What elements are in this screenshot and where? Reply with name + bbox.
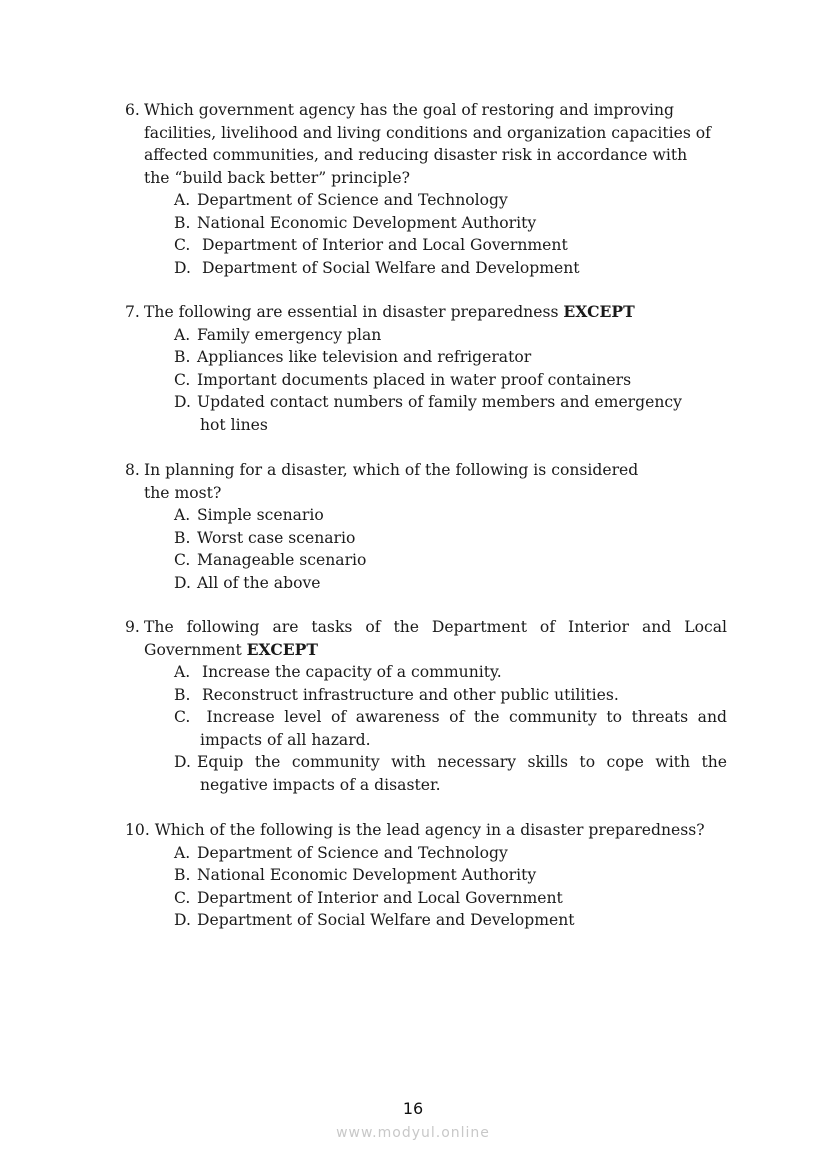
option-d: D. Department of Social Welfare and Development xyxy=(174,258,580,277)
option-b: B. National Economic Development Authority xyxy=(174,213,537,232)
question-number: 6. xyxy=(125,101,140,119)
except-emphasis: EXCEPT xyxy=(563,302,635,321)
option-a: A. Department of Science and Technology xyxy=(174,843,508,862)
question-stem: 7. The following are essential in disaster preparedness EXCEPT xyxy=(125,301,725,324)
option-a: A. Simple scenario xyxy=(174,506,324,524)
question-number: 7. xyxy=(125,303,140,321)
option-a: A. Increase the capacity of a community. xyxy=(174,663,502,681)
option-c: C. Department of Interior and Local Government xyxy=(174,888,563,907)
question-stem: 9. The following are tasks of the Department of Interior and Local xyxy=(125,616,727,639)
question-stem: 6. Which government agency has the goal of restoring and improving xyxy=(125,99,725,122)
question-number: 9. xyxy=(125,618,140,636)
question-7: 7. The following are essential in disaster preparedness EXCEPT A. Family emergency plan B. Appliances like television and refrigerator C. Important documents placed in water proof containers D. Updated contact numbers of family members and emergency hot lines xyxy=(125,301,725,436)
option-c: C. Important documents placed in water proof containers xyxy=(174,370,632,389)
option-d: D. Updated contact numbers of family members and emergency xyxy=(174,393,682,411)
question-stem: 10. Which of the following is the lead agency in a disaster preparedness? xyxy=(125,821,705,839)
option-d: D. All of the above xyxy=(174,573,321,592)
option-c: C. Increase level of awareness of the community to threats and xyxy=(174,708,727,726)
option-b: B. Appliances like television and refrigerator xyxy=(174,348,532,366)
question-9: 9. The following are tasks of the Department of Interior and Local Government EXCEPT A. Increase the capacity of a community. B. Reconstruct infrastructure and other public utilities. C. Increase level of awareness of the community to threats and impacts of all hazard. D. Equip the community with necessary skills to cope with the negative impacts of a disaster. xyxy=(125,618,727,794)
option-a: A. Family emergency plan xyxy=(174,325,382,344)
option-d: D. Equip the community with necessary skills to cope with the xyxy=(174,753,727,771)
option-c: C. Department of Interior and Local Government xyxy=(174,236,568,254)
watermark: www.modyul.online xyxy=(336,1125,490,1141)
page-number: 16 xyxy=(402,1099,424,1118)
question-6: 6. Which government agency has the goal of restoring and improving facilities, livelihood and living conditions and organization capacities of affected communities, and reducing disaster risk in accordance with the “build back better” principle? A. Department of Science and Technology B. National Economic Development Authority C. Department of Interior and Local Government D. Department of Social Welfare and Development xyxy=(125,99,725,279)
question-number: 8. xyxy=(125,461,140,479)
option-d: D. Department of Social Welfare and Development xyxy=(174,911,575,929)
option-b: B. National Economic Development Authority xyxy=(174,866,537,884)
question-10 xyxy=(125,819,735,932)
option-c: C. Manageable scenario xyxy=(174,551,367,569)
question-stem: 8. In planning for a disaster, which of the following is considered xyxy=(125,459,725,482)
except-emphasis: EXCEPT xyxy=(246,639,319,659)
option-b: B. Worst case scenario xyxy=(174,528,356,547)
option-b: B. Reconstruct infrastructure and other public utilities. xyxy=(174,685,619,704)
question-number: 10. xyxy=(125,821,150,839)
question-8: 8. In planning for a disaster, which of the following is considered the most? A. Simple scenario B. Worst case scenario C. Manageable scenario D. All of the above xyxy=(125,459,725,594)
option-a: A. Department of Science and Technology xyxy=(174,191,508,209)
